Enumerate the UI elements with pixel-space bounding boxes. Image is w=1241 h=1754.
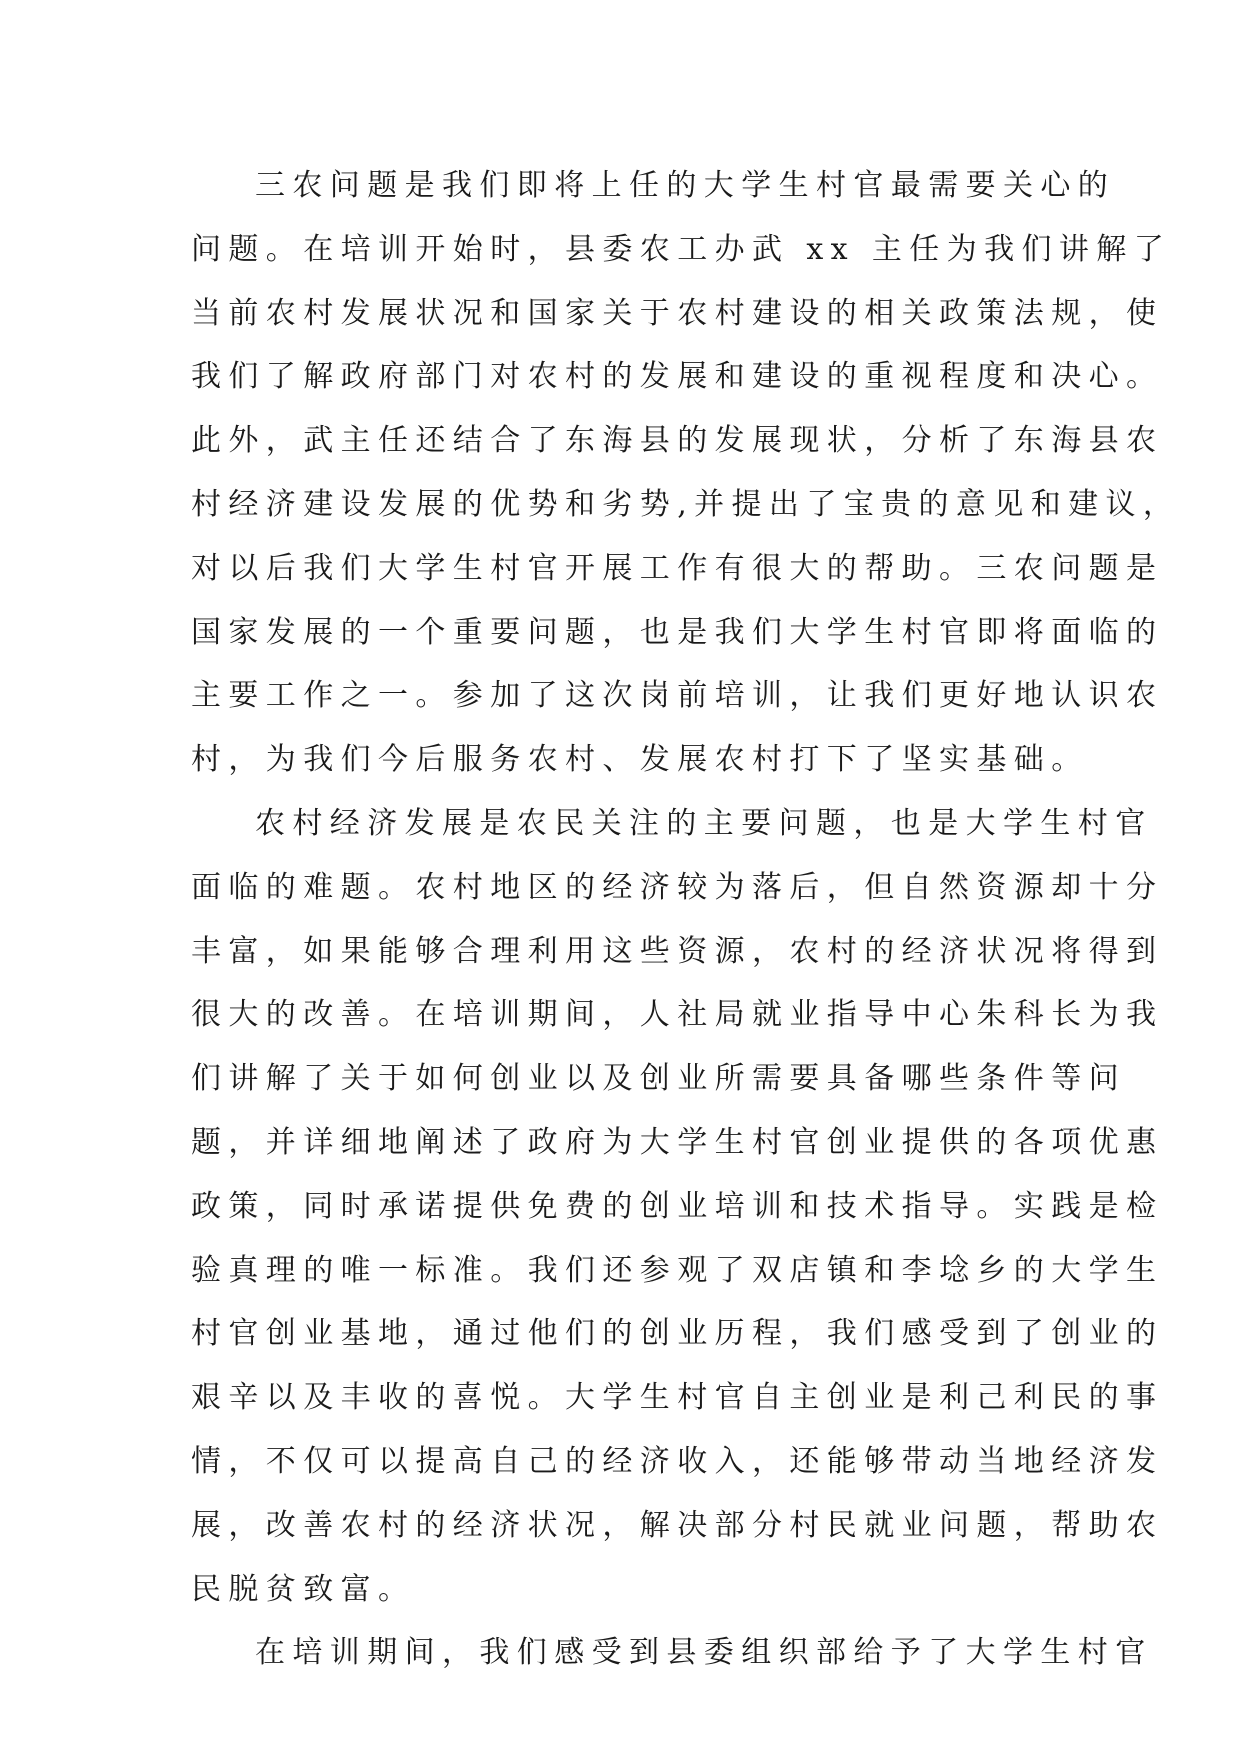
paragraph-1-line-7: 对以后我们大学生村官开展工作有很大的帮助。三农问题是 [191, 550, 1164, 586]
paragraph-2-line-12: 展，改善农村的经济状况，解决部分村民就业问题，帮助农 [191, 1507, 1164, 1543]
paragraph-2-line-9: 村官创业基地，通过他们的创业历程，我们感受到了创业的 [191, 1316, 1164, 1352]
paragraph-1-line-8: 国家发展的一个重要问题，也是我们大学生村官即将面临的 [191, 614, 1164, 650]
paragraph-2-line-13: 民脱贫致富。 [191, 1571, 416, 1607]
paragraph-2-line-2: 面临的难题。农村地区的经济较为落后，但自然资源却十分 [191, 869, 1164, 905]
paragraph-1-line-2: 问题。在培训开始时，县委农工办武 xx 主任为我们讲解了 [191, 231, 1172, 267]
paragraph-2-line-4: 很大的改善。在培训期间，人社局就业指导中心朱科长为我 [191, 997, 1164, 1033]
paragraph-2-line-10: 艰辛以及丰收的喜悦。大学生村官自主创业是利己利民的事 [191, 1380, 1164, 1416]
paragraph-2-line-6: 题，并详细地阐述了政府为大学生村官创业提供的各项优惠 [191, 1124, 1164, 1160]
paragraph-2-line-7: 政策，同时承诺提供免费的创业培训和技术指导。实践是检 [191, 1188, 1164, 1224]
paragraph-2-line-5: 们讲解了关于如何创业以及创业所需要具备哪些条件等问 [191, 1061, 1126, 1097]
paragraph-1-line-9: 主要工作之一。参加了这次岗前培训，让我们更好地认识农 [191, 678, 1164, 714]
paragraph-2-line-1: 农村经济发展是农民关注的主要问题，也是大学生村官 [255, 805, 1153, 841]
paragraph-1-line-5: 此外，武主任还结合了东海县的发展现状，分析了东海县农 [191, 423, 1164, 459]
paragraph-1-line-3: 当前农村发展状况和国家关于农村建设的相关政策法规，使 [191, 295, 1164, 331]
paragraph-2-line-3: 丰富，如果能够合理利用这些资源，农村的经济状况将得到 [191, 933, 1164, 969]
paragraph-1-line-4: 我们了解政府部门对农村的发展和建设的重视程度和决心。 [191, 359, 1164, 395]
paragraph-2-line-11: 情，不仅可以提高自己的经济收入，还能够带动当地经济发 [191, 1443, 1164, 1479]
paragraph-1-line-6: 村经济建设发展的优势和劣势,并提出了宝贵的意见和建议， [191, 486, 1181, 522]
document-body [191, 154, 1181, 1685]
paragraph-1-line-10: 村，为我们今后服务农村、发展农村打下了坚实基础。 [191, 742, 1089, 778]
paragraph-3-line-1: 在培训期间，我们感受到县委组织部给予了大学生村官 [255, 1635, 1153, 1671]
paragraph-2-line-8: 验真理的唯一标准。我们还参观了双店镇和李埝乡的大学生 [191, 1252, 1164, 1288]
paragraph-1-line-1: 三农问题是我们即将上任的大学生村官最需要关心的 [255, 168, 1116, 203]
